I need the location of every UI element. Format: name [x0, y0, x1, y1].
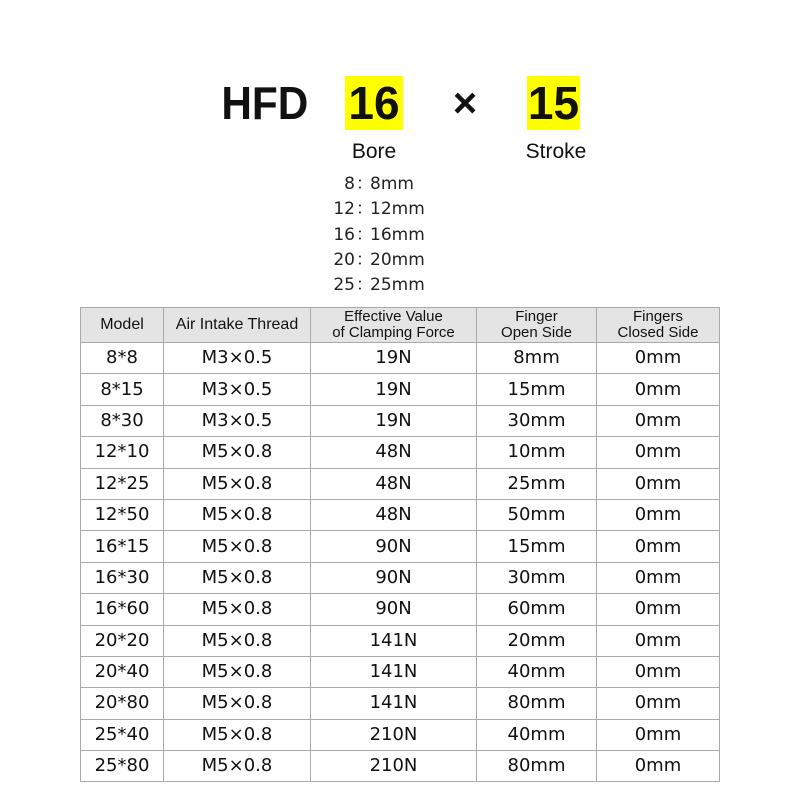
bore-option-item — [300, 223, 500, 248]
table-row — [81, 562, 720, 593]
table-body — [81, 343, 720, 782]
cell-fingers-closed-side: 0mm — [597, 625, 720, 656]
table-row — [81, 531, 720, 562]
cell-model: 12*25 — [81, 468, 164, 499]
cell-clamping-force: 19N — [311, 405, 477, 436]
table-row — [81, 468, 720, 499]
header-label-line: of Clamping Force — [332, 324, 455, 341]
cell-clamping-force: 90N — [311, 531, 477, 562]
table-row — [81, 656, 720, 687]
table-row — [81, 374, 720, 405]
cell-clamping-force: 19N — [311, 343, 477, 374]
header-model — [81, 308, 164, 343]
table-row — [81, 625, 720, 656]
table-row — [81, 719, 720, 750]
table-row — [81, 343, 720, 374]
stroke-label: Stroke — [525, 140, 587, 163]
table-header-row — [81, 308, 720, 343]
cell-air-intake-thread: M5×0.8 — [164, 719, 311, 750]
cell-clamping-force: 90N — [311, 594, 477, 625]
cell-clamping-force: 210N — [311, 751, 477, 782]
cell-clamping-force: 48N — [311, 468, 477, 499]
cell-fingers-closed-side: 0mm — [597, 594, 720, 625]
cell-fingers-closed-side: 0mm — [597, 656, 720, 687]
cell-clamping-force: 19N — [311, 374, 477, 405]
bore-options-list — [300, 172, 500, 298]
cell-finger-open-side: 40mm — [477, 656, 597, 687]
cell-finger-open-side: 30mm — [477, 562, 597, 593]
cell-air-intake-thread: M5×0.8 — [164, 468, 311, 499]
bore-option-size: 20mm — [370, 249, 425, 270]
cell-air-intake-thread: M5×0.8 — [164, 656, 311, 687]
cell-fingers-closed-side: 0mm — [597, 719, 720, 750]
header-label-line: Closed Side — [617, 324, 699, 341]
cell-finger-open-side: 80mm — [477, 751, 597, 782]
cell-finger-open-side: 10mm — [477, 437, 597, 468]
model-code-header — [0, 76, 800, 132]
cell-clamping-force: 48N — [311, 499, 477, 530]
bore-option-size: 25mm — [370, 275, 425, 296]
bore-option-size: 12mm — [370, 199, 425, 220]
table-row — [81, 405, 720, 436]
cell-fingers-closed-side: 0mm — [597, 751, 720, 782]
cell-fingers-closed-side: 0mm — [597, 688, 720, 719]
cell-fingers-closed-side: 0mm — [597, 343, 720, 374]
cell-finger-open-side: 15mm — [477, 531, 597, 562]
bore-option-separator: ： — [356, 174, 373, 194]
header-fingers-closed-side — [597, 308, 720, 343]
cell-clamping-force: 141N — [311, 625, 477, 656]
cell-model: 12*50 — [81, 499, 164, 530]
table-row — [81, 594, 720, 625]
cell-air-intake-thread: M5×0.8 — [164, 751, 311, 782]
header-label-line: Finger — [515, 308, 558, 325]
model-prefix: HFD — [221, 77, 309, 129]
table-row — [81, 688, 720, 719]
cell-model: 8*30 — [81, 405, 164, 436]
cell-air-intake-thread: M5×0.8 — [164, 499, 311, 530]
cell-air-intake-thread: M5×0.8 — [164, 594, 311, 625]
cell-air-intake-thread: M5×0.8 — [164, 625, 311, 656]
cell-finger-open-side: 80mm — [477, 688, 597, 719]
bore-option-code: 12 — [333, 199, 355, 220]
bore-option-size: 16mm — [370, 224, 425, 245]
header-label: Model — [100, 316, 144, 333]
cell-fingers-closed-side: 0mm — [597, 499, 720, 530]
cell-clamping-force: 141N — [311, 656, 477, 687]
cell-fingers-closed-side: 0mm — [597, 531, 720, 562]
bore-option-item — [300, 273, 500, 298]
times-sign: × — [452, 79, 478, 126]
cell-air-intake-thread: M5×0.8 — [164, 531, 311, 562]
bore-option-code: 25 — [333, 275, 355, 296]
bore-option-separator: ： — [356, 199, 373, 220]
bore-label: Bore — [351, 140, 397, 163]
cell-fingers-closed-side: 0mm — [597, 374, 720, 405]
table-row — [81, 437, 720, 468]
header-finger-open-side — [477, 308, 597, 343]
header-label-line: Fingers — [632, 308, 684, 325]
bore-option-item — [300, 197, 500, 222]
header-label-line: Open Side — [501, 324, 572, 341]
cell-finger-open-side: 30mm — [477, 405, 597, 436]
spec-table — [80, 307, 720, 782]
cell-model: 25*80 — [81, 751, 164, 782]
bore-value-highlight: 16 — [345, 76, 403, 130]
cell-fingers-closed-side: 0mm — [597, 468, 720, 499]
cell-air-intake-thread: M3×0.5 — [164, 405, 311, 436]
header-label-line: Effective Value — [344, 308, 443, 325]
cell-finger-open-side: 50mm — [477, 499, 597, 530]
cell-model: 8*8 — [81, 343, 164, 374]
cell-model: 16*60 — [81, 594, 164, 625]
bore-option-separator: ： — [356, 275, 373, 296]
table-row — [81, 499, 720, 530]
cell-model: 20*40 — [81, 656, 164, 687]
header-air-intake-thread — [164, 308, 311, 343]
cell-model: 20*20 — [81, 625, 164, 656]
table-row — [81, 751, 720, 782]
cell-fingers-closed-side: 0mm — [597, 437, 720, 468]
header-label: Air Intake Thread — [175, 316, 299, 333]
stroke-value-highlight: 15 — [527, 77, 580, 129]
cell-finger-open-side: 15mm — [477, 374, 597, 405]
cell-model: 16*15 — [81, 531, 164, 562]
cell-model: 16*30 — [81, 562, 164, 593]
cell-air-intake-thread: M5×0.8 — [164, 562, 311, 593]
cell-clamping-force: 141N — [311, 688, 477, 719]
cell-model: 25*40 — [81, 719, 164, 750]
cell-air-intake-thread: M3×0.5 — [164, 374, 311, 405]
cell-air-intake-thread: M5×0.8 — [164, 437, 311, 468]
cell-model: 20*80 — [81, 688, 164, 719]
bore-option-code: 20 — [333, 249, 355, 270]
cell-fingers-closed-side: 0mm — [597, 562, 720, 593]
cell-finger-open-side: 40mm — [477, 719, 597, 750]
cell-clamping-force: 48N — [311, 437, 477, 468]
cell-finger-open-side: 8mm — [477, 343, 597, 374]
bore-option-item — [300, 248, 500, 273]
bore-option-separator: ： — [356, 249, 373, 270]
cell-air-intake-thread: M5×0.8 — [164, 688, 311, 719]
cell-model: 12*10 — [81, 437, 164, 468]
cell-finger-open-side: 20mm — [477, 625, 597, 656]
cell-model: 8*15 — [81, 374, 164, 405]
cell-finger-open-side: 25mm — [477, 468, 597, 499]
header-clamping-force — [311, 308, 477, 343]
bore-option-item — [300, 172, 500, 197]
cell-fingers-closed-side: 0mm — [597, 405, 720, 436]
cell-clamping-force: 210N — [311, 719, 477, 750]
cell-finger-open-side: 60mm — [477, 594, 597, 625]
bore-option-separator: ： — [356, 224, 373, 245]
cell-air-intake-thread: M3×0.5 — [164, 343, 311, 374]
bore-option-code: 16 — [333, 224, 355, 245]
bore-option-code: 8 — [344, 174, 355, 194]
cell-clamping-force: 90N — [311, 562, 477, 593]
bore-option-size: 8mm — [370, 174, 414, 194]
